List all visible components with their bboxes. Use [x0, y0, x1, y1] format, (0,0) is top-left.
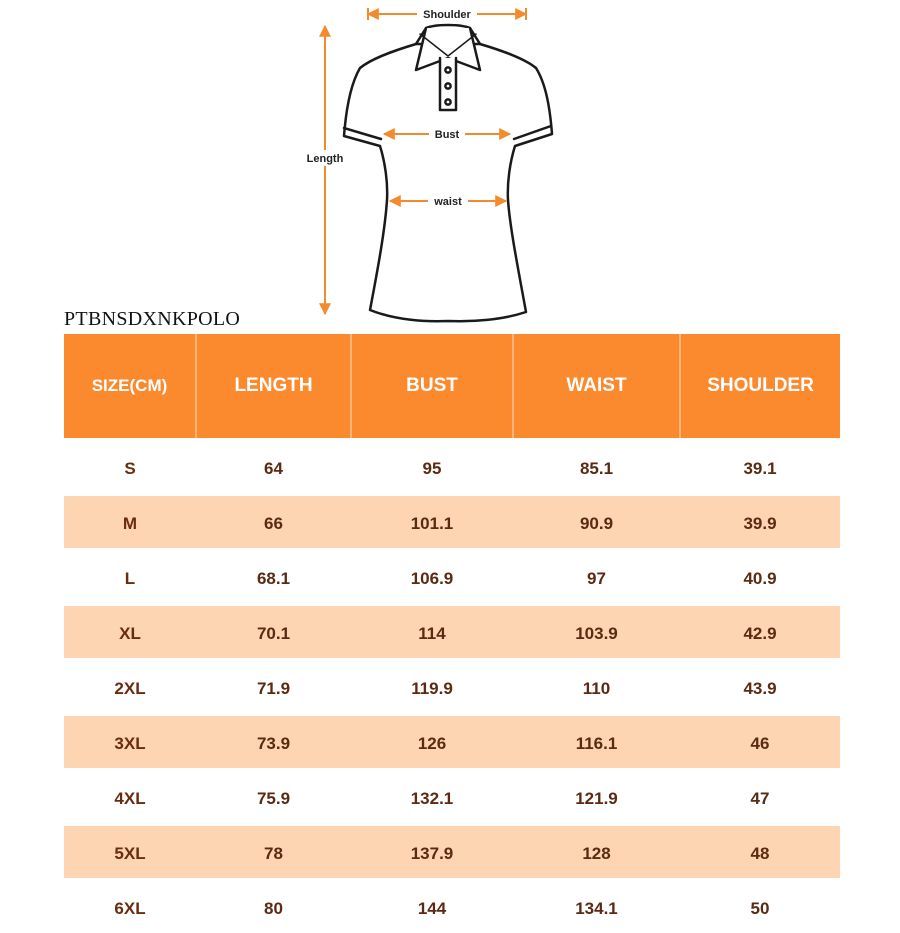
shoulder-label: Shoulder: [423, 9, 471, 21]
cell-waist: 85.1: [513, 440, 680, 495]
cell-size: 6XL: [64, 880, 196, 933]
cell-size: 2XL: [64, 660, 196, 715]
table-row: [64, 880, 840, 933]
cell-shoulder: 47: [680, 770, 840, 825]
bust-label: Bust: [435, 129, 460, 141]
cell-length: 75.9: [196, 770, 351, 825]
cell-waist: 134.1: [513, 880, 680, 933]
cell-shoulder: 39.1: [680, 440, 840, 495]
table-row: [64, 660, 840, 715]
cell-size: L: [64, 550, 196, 605]
cell-length: 73.9: [196, 715, 351, 770]
cell-size: 3XL: [64, 715, 196, 770]
header-waist: WAIST: [513, 334, 680, 440]
table-row: [64, 605, 840, 660]
cell-waist: 110: [513, 660, 680, 715]
cell-size: 5XL: [64, 825, 196, 880]
cell-size: M: [64, 495, 196, 550]
cell-length: 70.1: [196, 605, 351, 660]
cell-size: XL: [64, 605, 196, 660]
table-row: [64, 715, 840, 770]
table-row: [64, 825, 840, 880]
cell-length: 64: [196, 440, 351, 495]
cell-bust: 106.9: [351, 550, 513, 605]
cell-shoulder: 48: [680, 825, 840, 880]
table-header-row: [64, 334, 840, 440]
cell-shoulder: 42.9: [680, 605, 840, 660]
table-row: [64, 770, 840, 825]
table-row: [64, 495, 840, 550]
header-length: LENGTH: [196, 334, 351, 440]
polo-shirt-icon: [344, 25, 552, 321]
size-chart-table: [64, 334, 840, 933]
header-shoulder: SHOULDER: [680, 334, 840, 440]
cell-length: 71.9: [196, 660, 351, 715]
cell-shoulder: 40.9: [680, 550, 840, 605]
cell-waist: 90.9: [513, 495, 680, 550]
waist-label: waist: [433, 196, 462, 208]
cell-bust: 119.9: [351, 660, 513, 715]
cell-bust: 101.1: [351, 495, 513, 550]
cell-shoulder: 46: [680, 715, 840, 770]
cell-length: 66: [196, 495, 351, 550]
cell-size: S: [64, 440, 196, 495]
length-label: Length: [307, 153, 344, 165]
cell-shoulder: 43.9: [680, 660, 840, 715]
product-code: PTBNSDXNKPOLO: [64, 308, 240, 331]
header-bust: BUST: [351, 334, 513, 440]
cell-length: 68.1: [196, 550, 351, 605]
cell-size: 4XL: [64, 770, 196, 825]
cell-waist: 103.9: [513, 605, 680, 660]
table-row: [64, 440, 840, 495]
cell-shoulder: 39.9: [680, 495, 840, 550]
cell-waist: 97: [513, 550, 680, 605]
table-row: [64, 550, 840, 605]
cell-shoulder: 50: [680, 880, 840, 933]
cell-bust: 137.9: [351, 825, 513, 880]
cell-bust: 126: [351, 715, 513, 770]
cell-bust: 95: [351, 440, 513, 495]
cell-waist: 121.9: [513, 770, 680, 825]
polo-shirt-diagram: [0, 0, 900, 335]
header-size: SIZE(CM): [64, 334, 196, 440]
cell-length: 78: [196, 825, 351, 880]
cell-waist: 128: [513, 825, 680, 880]
cell-bust: 114: [351, 605, 513, 660]
cell-bust: 144: [351, 880, 513, 933]
cell-length: 80: [196, 880, 351, 933]
cell-bust: 132.1: [351, 770, 513, 825]
cell-waist: 116.1: [513, 715, 680, 770]
